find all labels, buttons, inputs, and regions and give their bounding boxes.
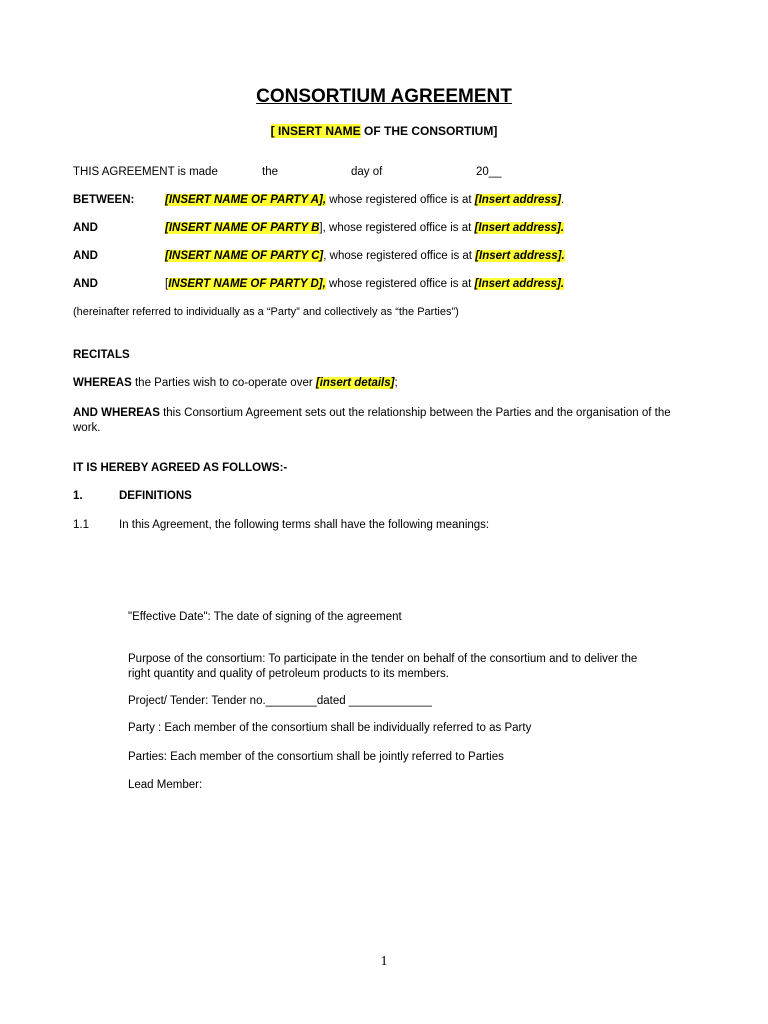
clause-text: In this Agreement, the following terms shall have the following meanings: — [119, 519, 490, 531]
page-number: 1 — [380, 954, 388, 969]
party-text — [165, 222, 564, 234]
party-name-placeholder: [INSERT NAME OF PARTY C] — [165, 250, 324, 262]
subtitle-bracket: [ — [270, 124, 278, 138]
party-text — [165, 250, 565, 262]
party-text — [165, 194, 564, 206]
party-name-placeholder: [INSERT NAME OF PARTY A], — [165, 194, 327, 206]
definition-effective-date: "Effective Date": The date of signing of the agreement — [128, 611, 402, 623]
and-whereas-bold: AND WHEREAS — [73, 407, 160, 419]
whereas-end: ; — [394, 377, 398, 389]
consortium-name-placeholder — [0, 124, 768, 138]
clause-number: 1.1 — [73, 519, 89, 531]
made-year: 20__ — [476, 166, 502, 178]
party-office-text: whose registered office is at — [326, 250, 476, 262]
recitals-heading: RECITALS — [73, 349, 130, 361]
party-office-text: whose registered office is at — [326, 194, 475, 206]
party-address-placeholder: [Insert address] — [474, 194, 562, 206]
insert-details-placeholder: [insert details] — [315, 377, 395, 389]
party-address-placeholder: [Insert address]. — [475, 250, 565, 262]
party-name-placeholder: [INSERT NAME OF PARTY B — [165, 222, 320, 234]
party-post-name: ], — [319, 222, 326, 234]
made-text: THIS AGREEMENT is made — [73, 166, 218, 178]
party-label: AND — [73, 278, 98, 290]
definition-parties: Parties: Each member of the consortium shall be jointly referred to Parties — [128, 751, 504, 763]
party-text — [165, 278, 564, 290]
definition-party: Party : Each member of the consortium shall be individually referred to as Party — [128, 722, 532, 734]
definition-purpose: Purpose of the consortium: To participate in the tender on behalf of the consortium and to deliver the right quantity and quality of petroleum products to its members. — [128, 653, 638, 680]
party-pre: [ — [165, 278, 169, 290]
made-the: the — [262, 166, 278, 178]
party-label: BETWEEN: — [73, 194, 135, 206]
whereas-text: the Parties wish to co-operate over — [131, 377, 316, 389]
party-office-text: whose registered office is at — [325, 222, 475, 234]
party-label: AND — [73, 222, 98, 234]
party-post-name: , — [323, 250, 327, 262]
party-label: AND — [73, 250, 98, 262]
subtitle-insert-name: INSERT NAME — [278, 124, 361, 138]
whereas-paragraph — [73, 377, 398, 389]
party-address-placeholder: [Insert address]. — [474, 222, 565, 234]
section-title: DEFINITIONS — [119, 490, 192, 502]
agreed-heading: IT IS HEREBY AGREED AS FOLLOWS:- — [73, 462, 288, 474]
party-office-text: whose registered office is at — [325, 278, 475, 290]
definition-lead-member: Lead Member: — [128, 779, 203, 791]
hereinafter-note: (hereinafter referred to individually as a “Party” and collectively as “the Parties”) — [73, 306, 459, 318]
document-title: CONSORTIUM AGREEMENT — [256, 86, 512, 107]
whereas-bold: WHEREAS — [73, 377, 132, 389]
party-address-placeholder: [Insert address]. — [474, 278, 565, 290]
subtitle-rest: OF THE CONSORTIUM] — [360, 124, 498, 138]
and-whereas-paragraph — [73, 406, 673, 436]
definition-project-tender: Project/ Tender: Tender no.________dated _____________ — [128, 695, 432, 707]
party-name-placeholder: INSERT NAME OF PARTY D], — [168, 278, 326, 290]
section-number: 1. — [73, 490, 83, 502]
made-day-of: day of — [351, 166, 383, 178]
and-whereas-text: this Consortium Agreement sets out the relationship between the Parties and the organisation of the work. — [73, 407, 671, 434]
party-end: . — [561, 194, 565, 206]
